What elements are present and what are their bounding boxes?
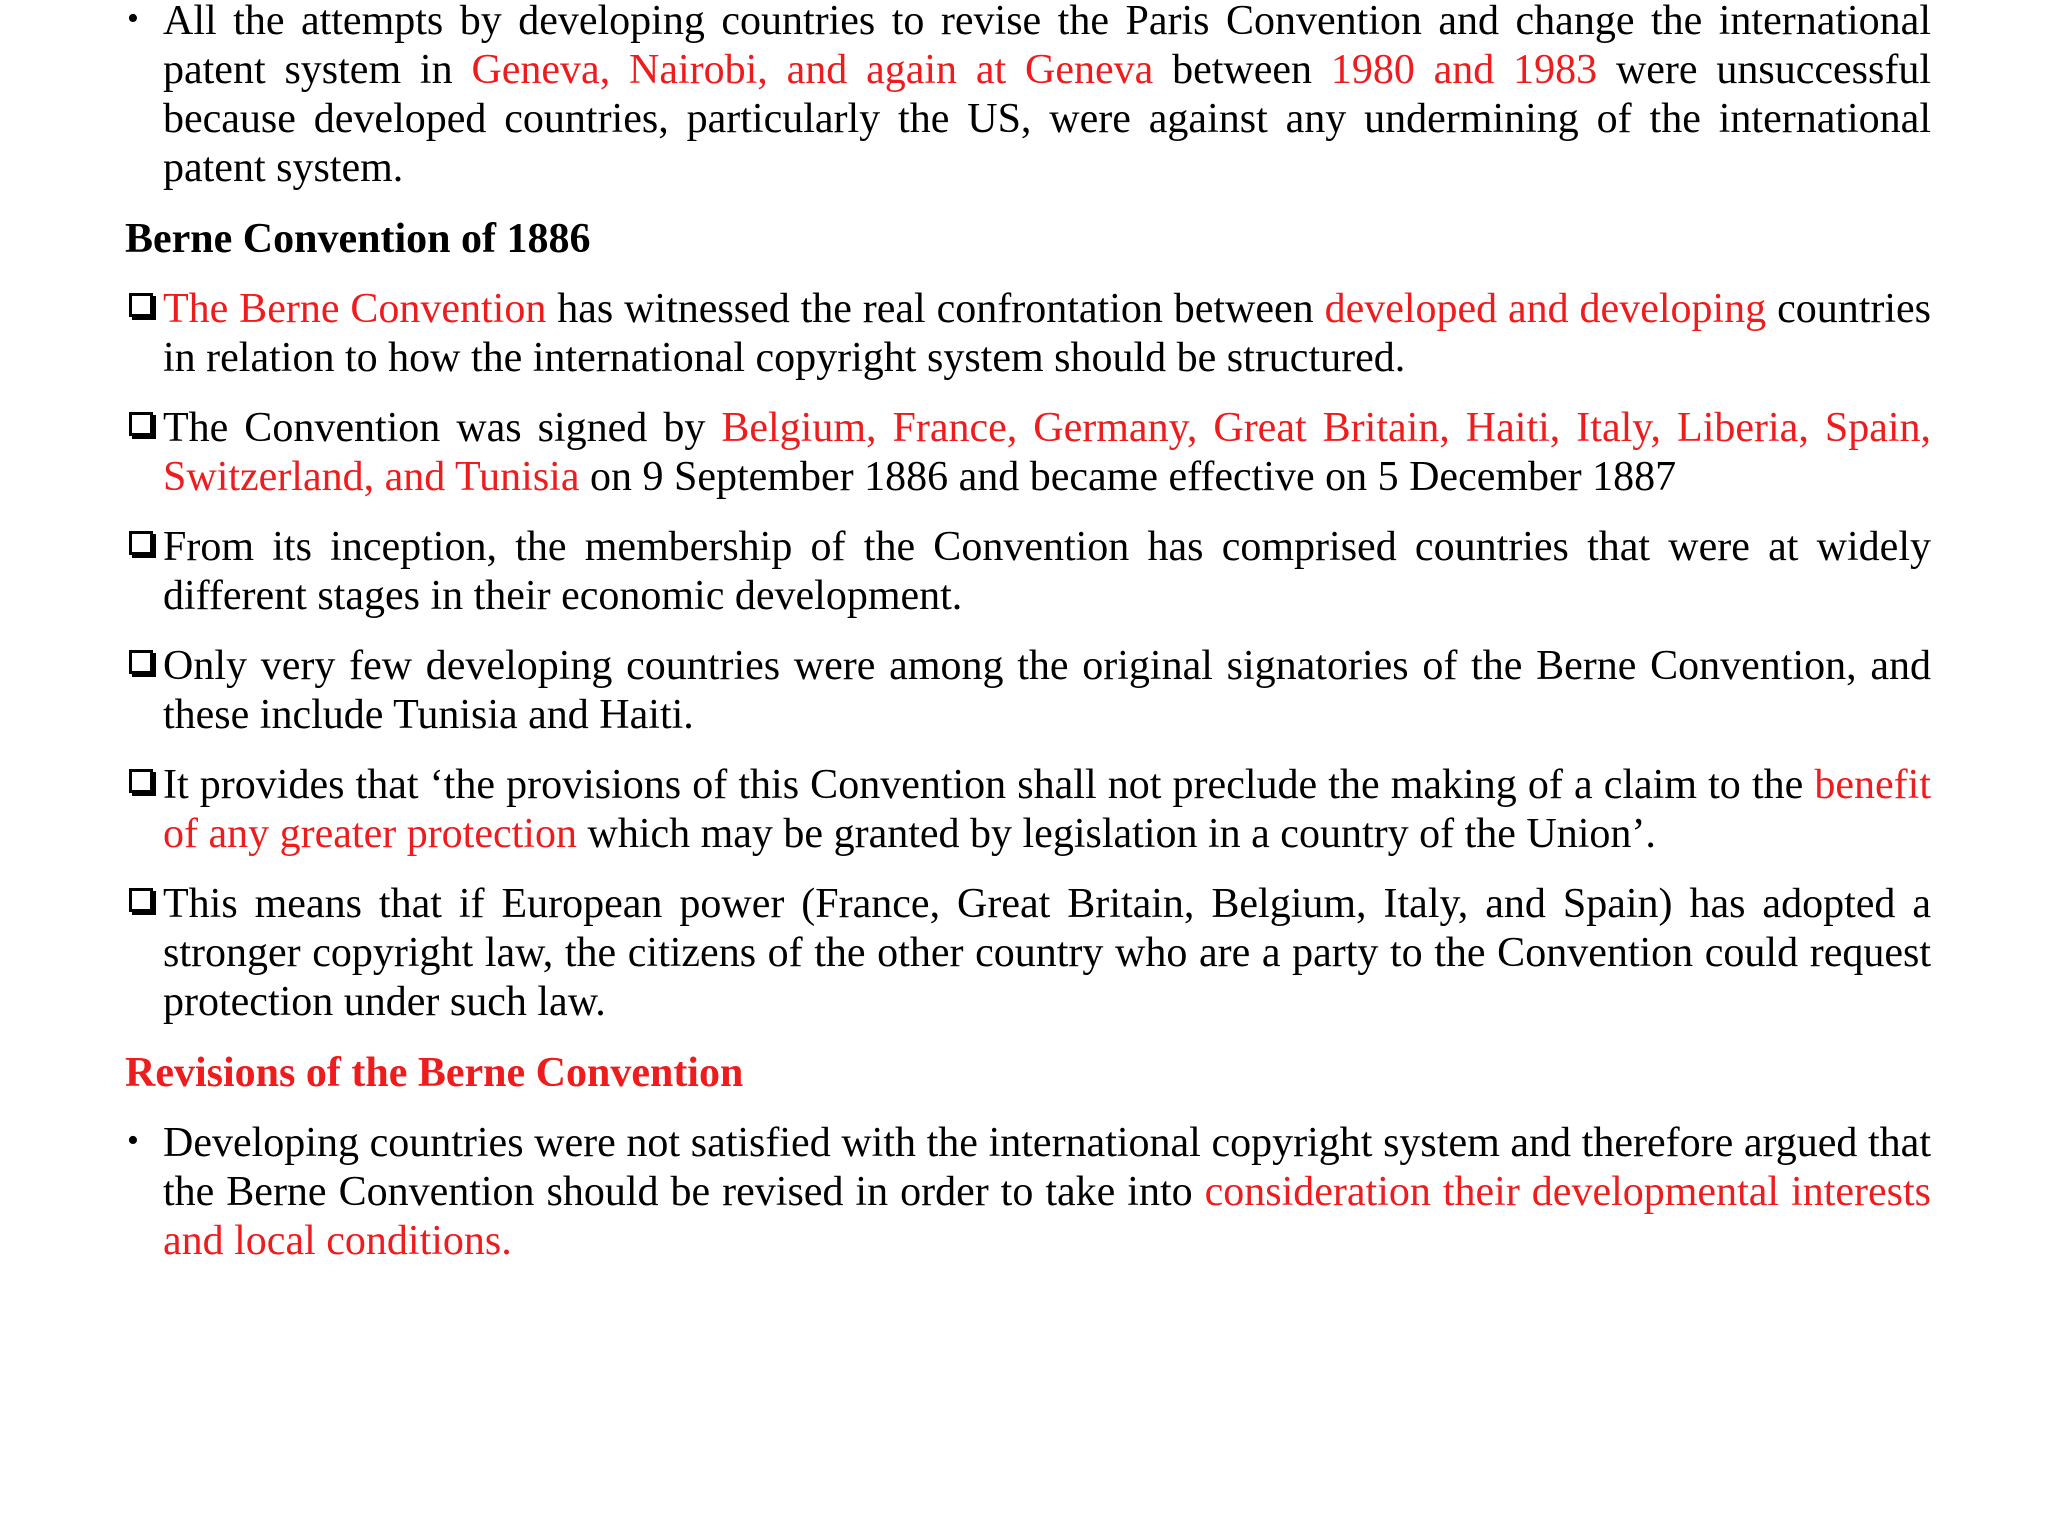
square-bullet-icon bbox=[129, 293, 153, 317]
revisions-bullet bbox=[125, 1119, 1931, 1266]
square-bullet-icon bbox=[129, 412, 153, 436]
paris-highlight-locations: Geneva, Nairobi, and again at Geneva bbox=[471, 47, 1154, 93]
berne-item-signatories bbox=[125, 404, 1931, 502]
bullet-dot-icon: • bbox=[127, 1122, 139, 1159]
berne-item-1-text-2: countries in relation to how the international copyright system should be structured. bbox=[163, 286, 1932, 381]
revisions-highlight: consideration their developmental interests and local conditions. bbox=[163, 1169, 1931, 1264]
paris-text-2: between bbox=[1153, 47, 1331, 93]
berne-item-2-highlight-countries: Belgium, France, Germany, Great Britain, Haiti, Italy, Liberia, Spain, Switzerland, and Tunisia bbox=[163, 405, 1932, 500]
square-bullet-icon bbox=[129, 769, 153, 793]
paris-highlight-years: 1980 and 1983 bbox=[1330, 47, 1598, 93]
berne-item-2-text-1: The Convention was signed by bbox=[163, 405, 722, 451]
square-bullet-icon bbox=[129, 888, 153, 912]
berne-item-1-highlight-1: The Berne Convention bbox=[163, 286, 547, 332]
paris-text-1: All the attempts by developing countries to revise the Paris Convention and change the international patent system in bbox=[163, 0, 1931, 93]
berne-item-membership bbox=[125, 523, 1931, 621]
revisions-text: Developing countries were not satisfied with the international copyright system and therefore argued that the Berne Convention should be revised in order to take into bbox=[163, 1120, 1931, 1215]
berne-item-1-text-1: has witnessed the real confrontation between bbox=[546, 286, 1325, 332]
berne-item-3-text: From its inception, the membership of the Convention has comprised countries that were at widely different stages in their economic development. bbox=[163, 524, 1931, 619]
berne-item-2-text-2: on 9 September 1886 and became effective on 5 December 1887 bbox=[579, 454, 1677, 500]
berne-item-4-text: Only very few developing countries were among the original signatories of the Berne Convention, and these include Tunisia and Haiti. bbox=[163, 643, 1931, 738]
berne-item-few-developing bbox=[125, 642, 1931, 740]
berne-item-6-text: This means that if European power (France, Great Britain, Belgium, Italy, and Spain) has adopted a stronger copyright law, the citizens of the other country who are a party to the Convention could request protection under such law. bbox=[163, 881, 1931, 1025]
square-bullet-icon bbox=[129, 650, 153, 674]
berne-item-5-highlight: benefit of any greater protection bbox=[163, 762, 1931, 857]
square-bullet-icon bbox=[129, 531, 153, 555]
berne-item-european-power bbox=[125, 880, 1931, 1027]
heading-revisions: Revisions of the Berne Convention bbox=[125, 1050, 744, 1096]
heading-berne-convention: Berne Convention of 1886 bbox=[125, 216, 591, 262]
berne-item-1-highlight-2: developed and developing bbox=[1324, 286, 1767, 332]
paris-convention-bullet bbox=[125, 0, 1931, 193]
berne-item-5-text-2: which may be granted by legislation in a country of the Union’. bbox=[576, 811, 1656, 857]
berne-item-confrontation bbox=[125, 285, 1931, 383]
paris-text-3: were unsuccessful because developed countries, particularly the US, were against any undermining of the international patent system. bbox=[163, 47, 1931, 191]
bullet-dot-icon: • bbox=[127, 0, 139, 37]
berne-item-greater-protection bbox=[125, 761, 1931, 859]
berne-item-5-text-1: It provides that ‘the provisions of this Convention shall not preclude the making of a claim to the bbox=[163, 762, 1815, 808]
